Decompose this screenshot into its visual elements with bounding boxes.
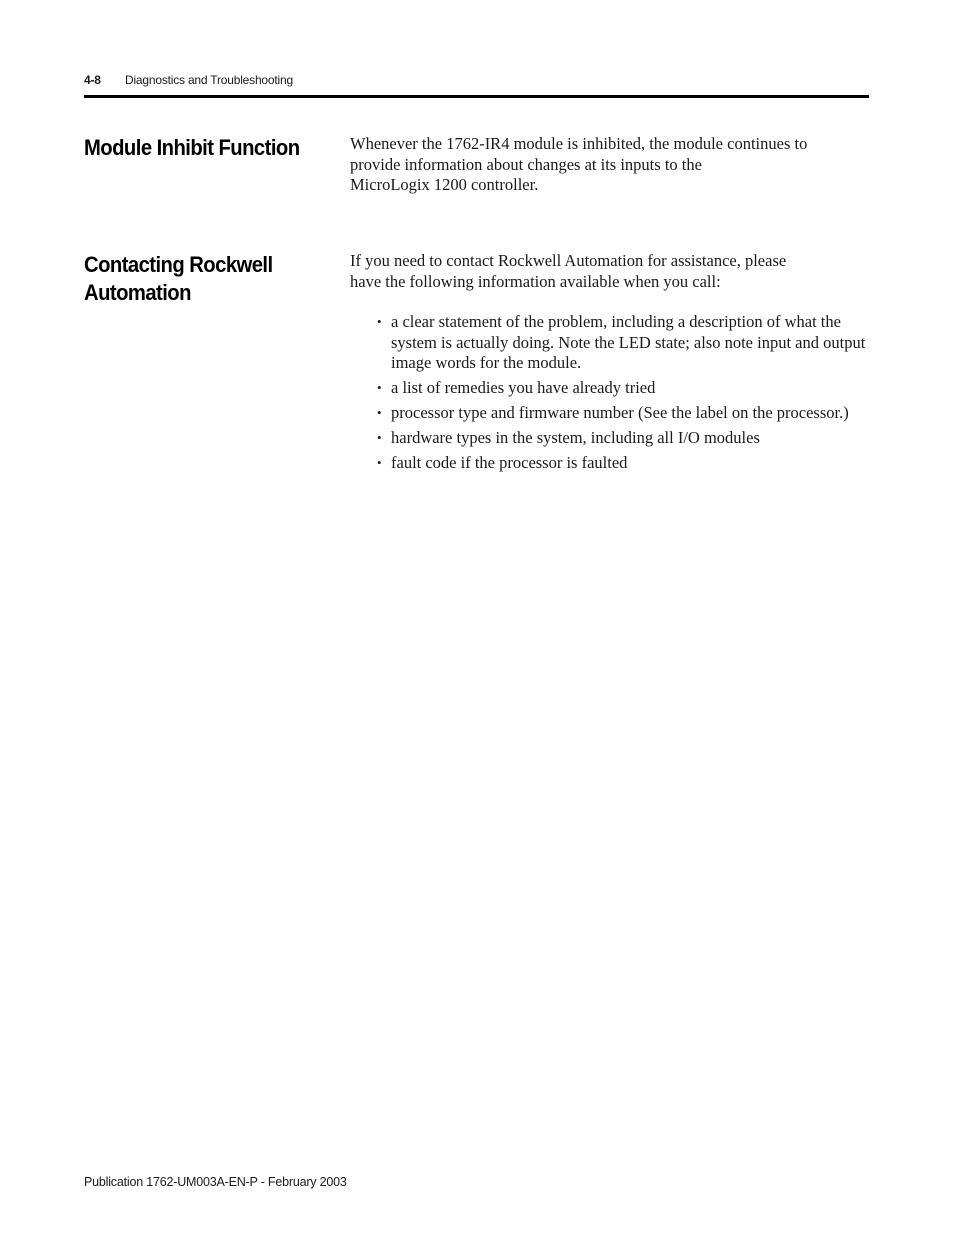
list-item-text: a clear statement of the problem, including a description of what the system is actually doing. Note the LED state; also note input and output image words for the module. <box>391 312 866 372</box>
list-item-text: processor type and firmware number (See the label on the processor.) <box>391 403 849 422</box>
paragraph-line: MicroLogix 1200 controller. <box>350 175 539 194</box>
list-item-text: hardware types in the system, including all I/O modules <box>391 428 760 447</box>
list-item <box>377 403 869 424</box>
list-item <box>377 378 869 399</box>
list-item-text: a list of remedies you have already tried <box>391 378 656 397</box>
heading-line: Contacting Rockwell <box>84 252 273 277</box>
heading-contacting-rockwell-automation <box>84 251 305 307</box>
bullet-icon: • <box>377 380 382 395</box>
paragraph-line: have the following information available when you call: <box>350 271 721 291</box>
bullet-icon: • <box>377 314 382 329</box>
bullet-icon: • <box>377 405 382 420</box>
header-rule <box>84 95 869 98</box>
page-header <box>84 73 293 87</box>
bullet-icon: • <box>377 455 382 470</box>
list-item-text: fault code if the processor is faulted <box>391 453 628 472</box>
bullet-icon: • <box>377 430 382 445</box>
paragraph-line: If you need to contact Rockwell Automation for assistance, please <box>350 251 787 270</box>
paragraph-line: Whenever the 1762-IR4 module is inhibited, the module continues to <box>350 134 808 153</box>
list-item <box>377 453 869 474</box>
paragraph-contact-intro <box>350 251 868 292</box>
list-item <box>377 312 869 374</box>
paragraph-line: provide information about changes at its inputs to the <box>350 154 702 174</box>
heading-line: Automation <box>84 280 191 305</box>
chapter-title: Diagnostics and Troubleshooting <box>125 73 293 87</box>
paragraph-module-inhibit <box>350 134 868 196</box>
contact-info-list <box>377 312 869 478</box>
heading-module-inhibit-function: Module Inhibit Function <box>84 135 300 160</box>
page-number: 4-8 <box>84 73 101 87</box>
list-item <box>377 428 869 449</box>
publication-footer: Publication 1762-UM003A-EN-P - February 2003 <box>84 1175 347 1189</box>
